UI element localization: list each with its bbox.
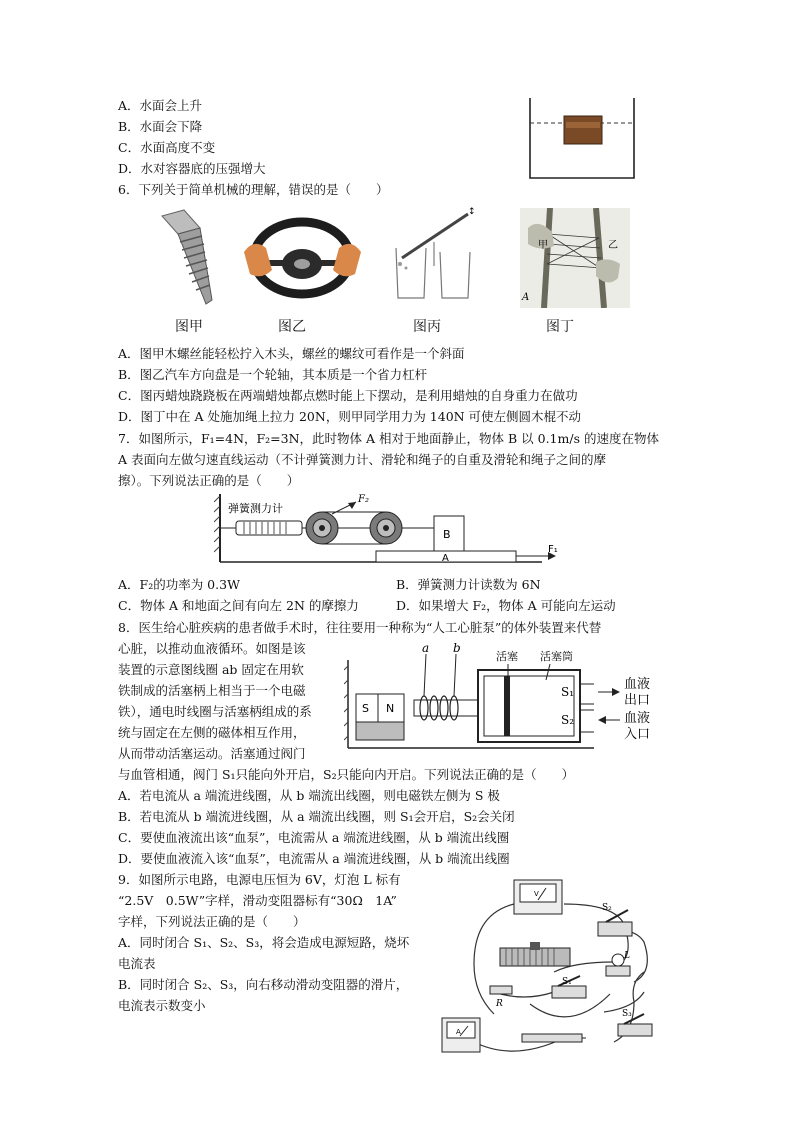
coil-end-b: b [453, 641, 461, 655]
q6-option-d: D．图丁中在 A 处施加绳上拉力 20N，则甲同学用力为 140N 可使左侧圆木棍不动 [118, 409, 582, 424]
rope-sticks-image [520, 208, 630, 308]
q6-stem: 6．下列关于简单机械的理解，错误的是（ ） [118, 182, 389, 197]
magnet-s: S [362, 702, 369, 715]
q8-option-d: D．要使血液流入该“血泵”，电流需从 a 端流进线圈，从 b 端流出线圈 [118, 851, 510, 866]
steering-wheel-image [240, 212, 365, 300]
rope-label-a: A [522, 292, 530, 303]
screw-image [152, 208, 222, 306]
q7-option-b: B．弹簧测力计读数为 6N [396, 577, 541, 592]
ammeter-letter: A [456, 1028, 461, 1036]
q8-option-b: B．若电流从 b 端流进线圈，从 a 端流出线圈，则 S₁会开启，S₂会关闭 [118, 809, 515, 824]
q8-left-line-1: 心脏，以推动血液循环。如图是该 [118, 641, 306, 656]
q9-option-a-cont: 电流表 [118, 956, 156, 971]
q9-line-3: 字样，下列说法正确的是（ ） [118, 914, 306, 929]
q7-stem-3: 擦）。下列说法正确的是（ ） [118, 473, 300, 488]
switch-s3-label: S₃ [622, 1009, 632, 1019]
q7-option-d: D．如果增大 F₂，物体 A 可能向左运动 [396, 598, 616, 613]
q7-stem-2: A 表面向左做匀速直线运动（不计弹簧测力计、滑轮和绳子的自重及滑轮和绳子之间的摩 [118, 452, 607, 467]
lamp-l-label: L [624, 951, 630, 961]
q9-option-b-cont: 电流表示数变小 [118, 998, 206, 1013]
voltmeter-letter: V [534, 890, 539, 898]
q5-option-c: C．水面高度不变 [118, 140, 216, 155]
resistor-r-label: R [496, 999, 503, 1009]
valve-s1-label: S₁ [561, 685, 575, 699]
q5-option-b: B．水面会下降 [118, 119, 203, 134]
q8-option-c: C．要使血液流出该“血泵”，电流需从 a 端流进线圈，从 b 端流出线圈 [118, 830, 510, 845]
q6-option-c: C．图丙蜡烛跷跷板在两端蜡烛都点燃时能上下摆动，是利用蜡烛的自身重力在做功 [118, 388, 578, 403]
q9-line-1: 9．如图所示电路，电源电压恒为 6V，灯泡 L 标有 [118, 872, 401, 887]
svg-text:↕: ↕ [468, 207, 476, 217]
valve-s2-label: S₂ [561, 713, 575, 727]
q7-option-c: C．物体 A 和地面之间有向左 2N 的摩擦力 [118, 598, 359, 613]
switch-s1-label: S₁ [562, 977, 572, 987]
caption-ding: 图丁 [546, 319, 574, 335]
q7-stem-1: 7．如图所示，F₁=4N，F₂=3N，此时物体 A 相对于地面静止，物体 B 以 0.1m/s 的速度在物体 [118, 431, 659, 446]
magnet-n: N [386, 702, 395, 715]
block-b-label: B [443, 528, 451, 541]
rope-label-yi: 乙 [608, 240, 618, 251]
block-a-label: A [442, 553, 449, 564]
blood-out-1: 血液 [624, 677, 651, 692]
candle-seesaw-image [388, 204, 480, 304]
q8-left-line-3: 铁制成的活塞柄上相当于一个电磁 [118, 683, 306, 698]
q8-left-line-6: 从而带动活塞运动。活塞通过阀门 [118, 746, 306, 761]
cylinder-label: 活塞筒 [540, 650, 573, 663]
blood-out-2: 出口 [624, 693, 651, 708]
caption-bing: 图丙 [413, 319, 441, 335]
pulley-figure [214, 492, 564, 572]
blood-in-1: 血液 [624, 711, 651, 726]
f2-label: F₂ [358, 494, 369, 505]
coil-end-a: a [422, 641, 430, 655]
q9-option-a: A．同时闭合 S₁、S₂、S₃，将会造成电源短路，烧坏 [118, 935, 410, 950]
piston-label: 活塞 [496, 650, 518, 663]
q9-option-b: B．同时闭合 S₂、S₃，向右移动滑动变阻器的滑片， [118, 977, 409, 992]
caption-yi: 图乙 [278, 319, 306, 335]
f1-label: F₁ [548, 544, 558, 555]
q8-stem-last: 与血管相通，阀门 S₁只能向外开启，S₂只能向内开启。下列说法正确的是（ ） [118, 767, 575, 782]
q9-line-2: “2.5V 0.5W”字样，滑动变阻器标有“30Ω 1A” [118, 893, 397, 908]
q8-left-line-5: 统与固定在左侧的磁体相互作用， [118, 725, 306, 740]
heart-pump-figure [344, 640, 664, 760]
q8-option-a: A．若电流从 a 端流进线圈，从 b 端流出线圈，则电磁铁左侧为 S 极 [118, 788, 500, 803]
q7-option-a: A．F₂的功率为 0.3W [118, 577, 240, 592]
q5-option-a: A．水面会上升 [118, 98, 203, 113]
caption-jia: 图甲 [175, 319, 203, 335]
q8-left-line-2: 装置的示意图线圈 ab 固定在用软 [118, 662, 304, 677]
q5-option-d: D．水对容器底的压强增大 [118, 161, 266, 176]
q6-option-b: B．图乙汽车方向盘是一个轮轴，其本质是一个省力杠杆 [118, 367, 428, 382]
spring-scale-label: 弹簧测力计 [228, 502, 283, 515]
q8-stem-1: 8．医生给心脏疾病的患者做手术时，往往要用一种称为“人工心脏泵”的体外装置来代替 [118, 620, 602, 635]
q5-beaker-figure [528, 98, 636, 180]
blood-in-2: 入口 [624, 727, 651, 742]
q6-option-a: A．图甲木螺丝能轻松拧入木头，螺丝的螺纹可看作是一个斜面 [118, 346, 465, 361]
q8-left-line-4: 铁），通电时线圈与活塞柄组成的系 [118, 704, 312, 719]
switch-s2-label: S₂ [602, 903, 612, 913]
rope-label-jia: 甲 [538, 240, 548, 251]
circuit-figure [434, 872, 670, 1060]
